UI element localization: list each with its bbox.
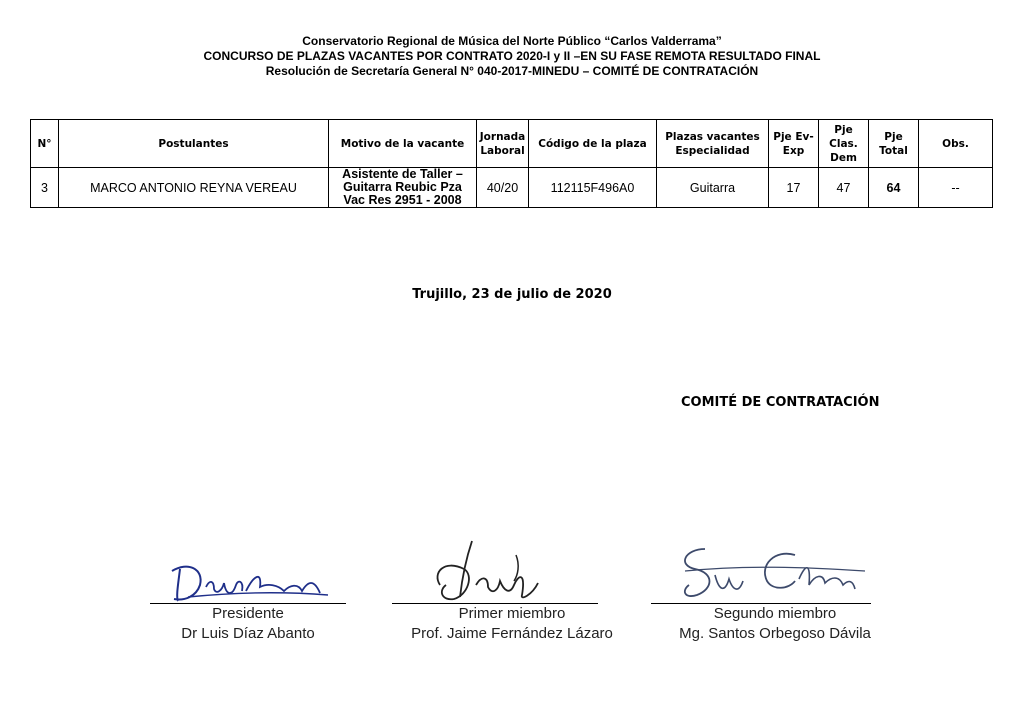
signature-block-first-member <box>392 535 632 655</box>
committee-label: COMITÉ DE CONTRATACIÓN <box>681 395 880 410</box>
cell-obs: -- <box>919 168 993 208</box>
cell-pje-clas: 47 <box>819 168 869 208</box>
header-jornada: Jornada Laboral <box>477 120 529 168</box>
cell-codigo: 112115F496A0 <box>529 168 657 208</box>
cell-postulante: MARCO ANTONIO REYNA VEREAU <box>59 168 329 208</box>
cell-jornada: 40/20 <box>477 168 529 208</box>
header-pje-total: Pje Total <box>869 120 919 168</box>
signature-line <box>150 603 346 604</box>
cell-motivo: Asistente de Taller – Guitarra Reubic Pza Vac Res 2951 - 2008 <box>329 168 477 208</box>
signature-name: Mg. Santos Orbegoso Dávila <box>679 625 871 642</box>
header-plazas: Plazas vacantes Especialidad <box>657 120 769 168</box>
signature-name: Prof. Jaime Fernández Lázaro <box>411 625 613 642</box>
date-line: Trujillo, 23 de julio de 2020 <box>412 287 612 302</box>
header-num: N° <box>31 120 59 168</box>
table-row <box>31 168 993 208</box>
signature-line <box>392 603 598 604</box>
header-contest-title: CONCURSO DE PLAZAS VACANTES POR CONTRATO 2020-I y II –EN SU FASE REMOTA RESULTADO FINAL <box>203 49 821 63</box>
signature-role: Segundo miembro <box>713 605 837 622</box>
table-header-row <box>31 120 993 168</box>
header-postulantes: Postulantes <box>59 120 329 168</box>
header-resolution: Resolución de Secretaría General N° 040-2017-MINEDU – COMITÉ DE CONTRATACIÓN <box>265 64 759 78</box>
header-motivo: Motivo de la vacante <box>329 120 477 168</box>
handwritten-signature-first-member <box>392 535 632 605</box>
cell-pje-ev: 17 <box>769 168 819 208</box>
signature-name: Dr Luis Díaz Abanto <box>181 625 315 642</box>
signature-role: Presidente <box>212 605 284 622</box>
handwritten-signature-second-member <box>655 535 895 605</box>
results-table <box>30 119 993 208</box>
document-header <box>0 34 1024 79</box>
signature-block-president <box>128 535 368 655</box>
header-codigo: Código de la plaza <box>529 120 657 168</box>
signature-block-second-member <box>655 535 895 655</box>
header-institution: Conservatorio Regional de Música del Norte Público “Carlos Valderrama” <box>302 34 722 48</box>
header-pje-ev: Pje Ev-Exp <box>769 120 819 168</box>
cell-especialidad: Guitarra <box>657 168 769 208</box>
handwritten-signature-president <box>128 535 368 605</box>
signature-line <box>651 603 871 604</box>
cell-num: 3 <box>31 168 59 208</box>
cell-pje-total: 64 <box>869 168 919 208</box>
signature-role: Primer miembro <box>458 605 566 622</box>
header-obs: Obs. <box>919 120 993 168</box>
header-pje-clas: Pje Clas. Dem <box>819 120 869 168</box>
